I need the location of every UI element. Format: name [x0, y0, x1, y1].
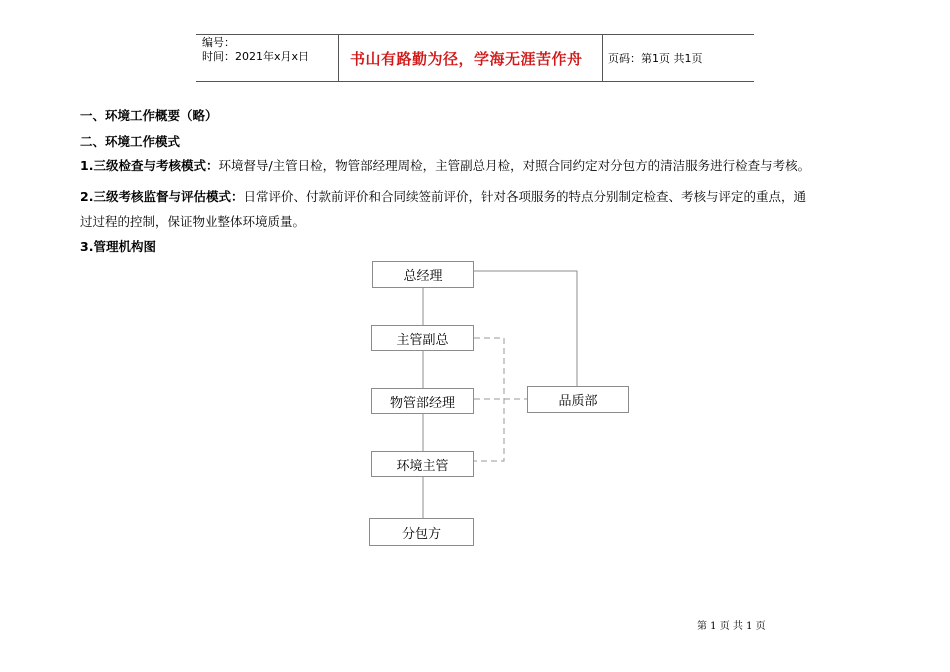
node-vice-gm: 主管副总 — [371, 325, 474, 351]
section-2-heading: 二、环境工作模式 — [80, 134, 181, 149]
time-label: 时间：2021年x月x日 — [202, 50, 310, 63]
motto-text: 书山有路勤为径，学海无涯苦作舟 — [350, 50, 583, 68]
footer-page-number: 第 1 页 共 1 页 — [697, 621, 766, 632]
paragraph-2-continued: 过过程的控制，保证物业整体环境质量。 — [80, 214, 306, 229]
section-1-heading: 一、环境工作概要（略） — [80, 108, 218, 123]
page-code: 页码：第1页 共1页 — [608, 52, 703, 65]
number-label: 编号： — [202, 36, 235, 49]
paragraph-2-title: 2.三级考核监督与评估模式： — [80, 189, 244, 204]
section-3-heading: 3.管理机构图 — [80, 239, 156, 254]
node-property-manager: 物管部经理 — [371, 388, 474, 414]
node-env-supervisor: 环境主管 — [371, 451, 474, 477]
node-subcontractor: 分包方 — [369, 518, 474, 546]
paragraph-1-body: 环境督导/主管日检，物管部经理周检，主管副总月检，对照合同约定对分包方的清洁服务进行检查与考核。 — [218, 158, 811, 173]
node-quality-dept: 品质部 — [527, 386, 629, 413]
paragraph-1-title: 1.三级检查与考核模式： — [80, 158, 219, 173]
paragraph-2-body: 日常评价、付款前评价和合同续签前评价，针对各项服务的特点分别制定检查、考核与评定的重点，通 — [243, 189, 806, 204]
node-general-manager: 总经理 — [372, 261, 474, 288]
